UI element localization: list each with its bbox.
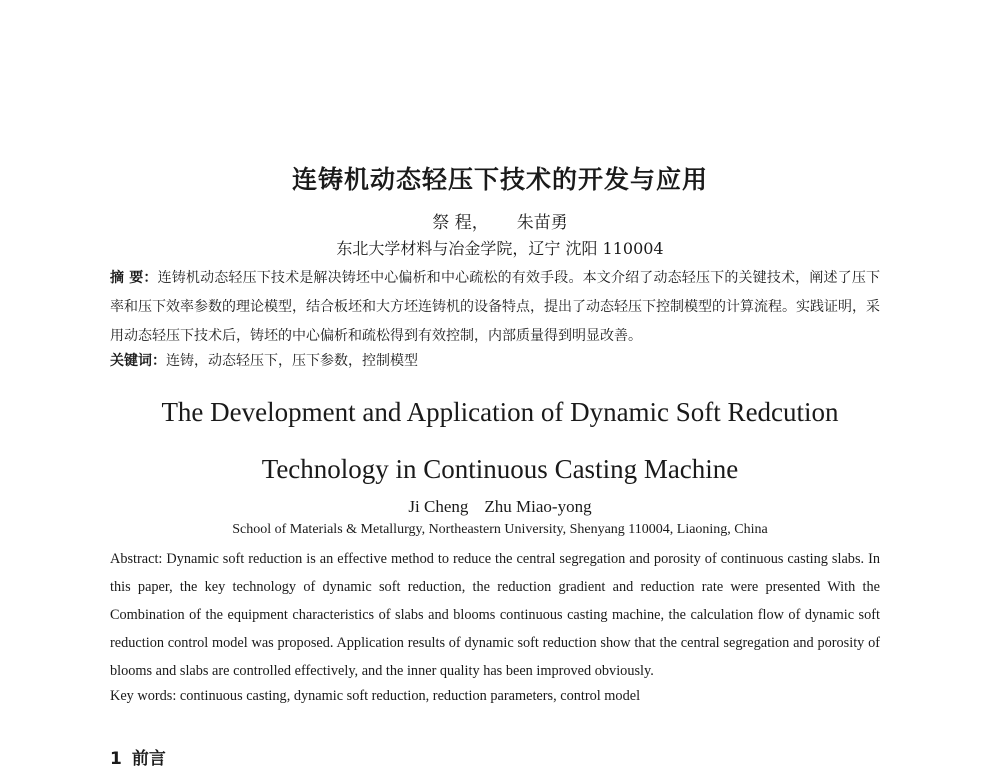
chinese-keywords (110, 350, 880, 370)
chinese-keywords-text: 连铸，动态轻压下，压下参数，控制模型 (166, 353, 418, 369)
section-heading (110, 744, 166, 769)
section-number: 1 (110, 749, 122, 769)
author-1-en: Ji Cheng (408, 497, 469, 516)
english-title-line-2: Technology in Continuous Casting Machine (261, 454, 739, 484)
english-affiliation: School of Materials & Metallurgy, Northeastern University, Shenyang 110004, Liaoning, China (232, 522, 768, 537)
chinese-keywords-label: 关键词： (110, 353, 166, 369)
english-abstract: Abstract: Dynamic soft reduction is an effective method to reduce the central segregation and porosity of continuous casting slabs. In this paper, the key technology of dynamic soft reduction, the reduction gradient and reduction rate were presented With the Combination of the equipment characteristics of slabs and blooms continuous casting machine, the calculation flow of dynamic soft reduction control model was proposed. Application results of dynamic soft reduction show that the central segregation and porosity of blooms and slabs are controlled effectively, and the inner quality has been improved obviously. (110, 551, 880, 679)
english-title (0, 384, 1000, 498)
chinese-abstract (110, 264, 880, 351)
english-keywords: Key words: continuous casting, dynamic soft reduction, reduction parameters, control model (110, 688, 641, 704)
chinese-affiliation: 东北大学材料与冶金学院，辽宁 沈阳 110004 (336, 239, 664, 258)
chinese-authors (0, 208, 1000, 233)
chinese-title: 连铸机动态轻压下技术的开发与应用 (291, 165, 708, 194)
chinese-abstract-text: 连铸机动态轻压下技术是解决铸坯中心偏析和中心疏松的有效手段。本文介绍了动态轻压下的关键技术，阐述了压下率和压下效率参数的理论模型，结合板坯和大方坯连铸机的设备特点，提出了动态轻压下控制模型的计算流程。实践证明，采用动态轻压下技术后，铸坯的中心偏析和疏松得到有效控制，内部质量得到明显改善。 (110, 270, 881, 344)
section-title: 前言 (131, 749, 166, 769)
chinese-abstract-label: 摘 要： (110, 270, 158, 286)
author-2-cn: 朱苗勇 (516, 213, 568, 233)
english-title-line-1: The Development and Application of Dynamic Soft Redcution (161, 397, 839, 427)
author-1-cn: 祭 程， (432, 213, 489, 233)
english-authors (0, 497, 1000, 517)
author-2-en: Zhu Miao-yong (484, 497, 592, 516)
